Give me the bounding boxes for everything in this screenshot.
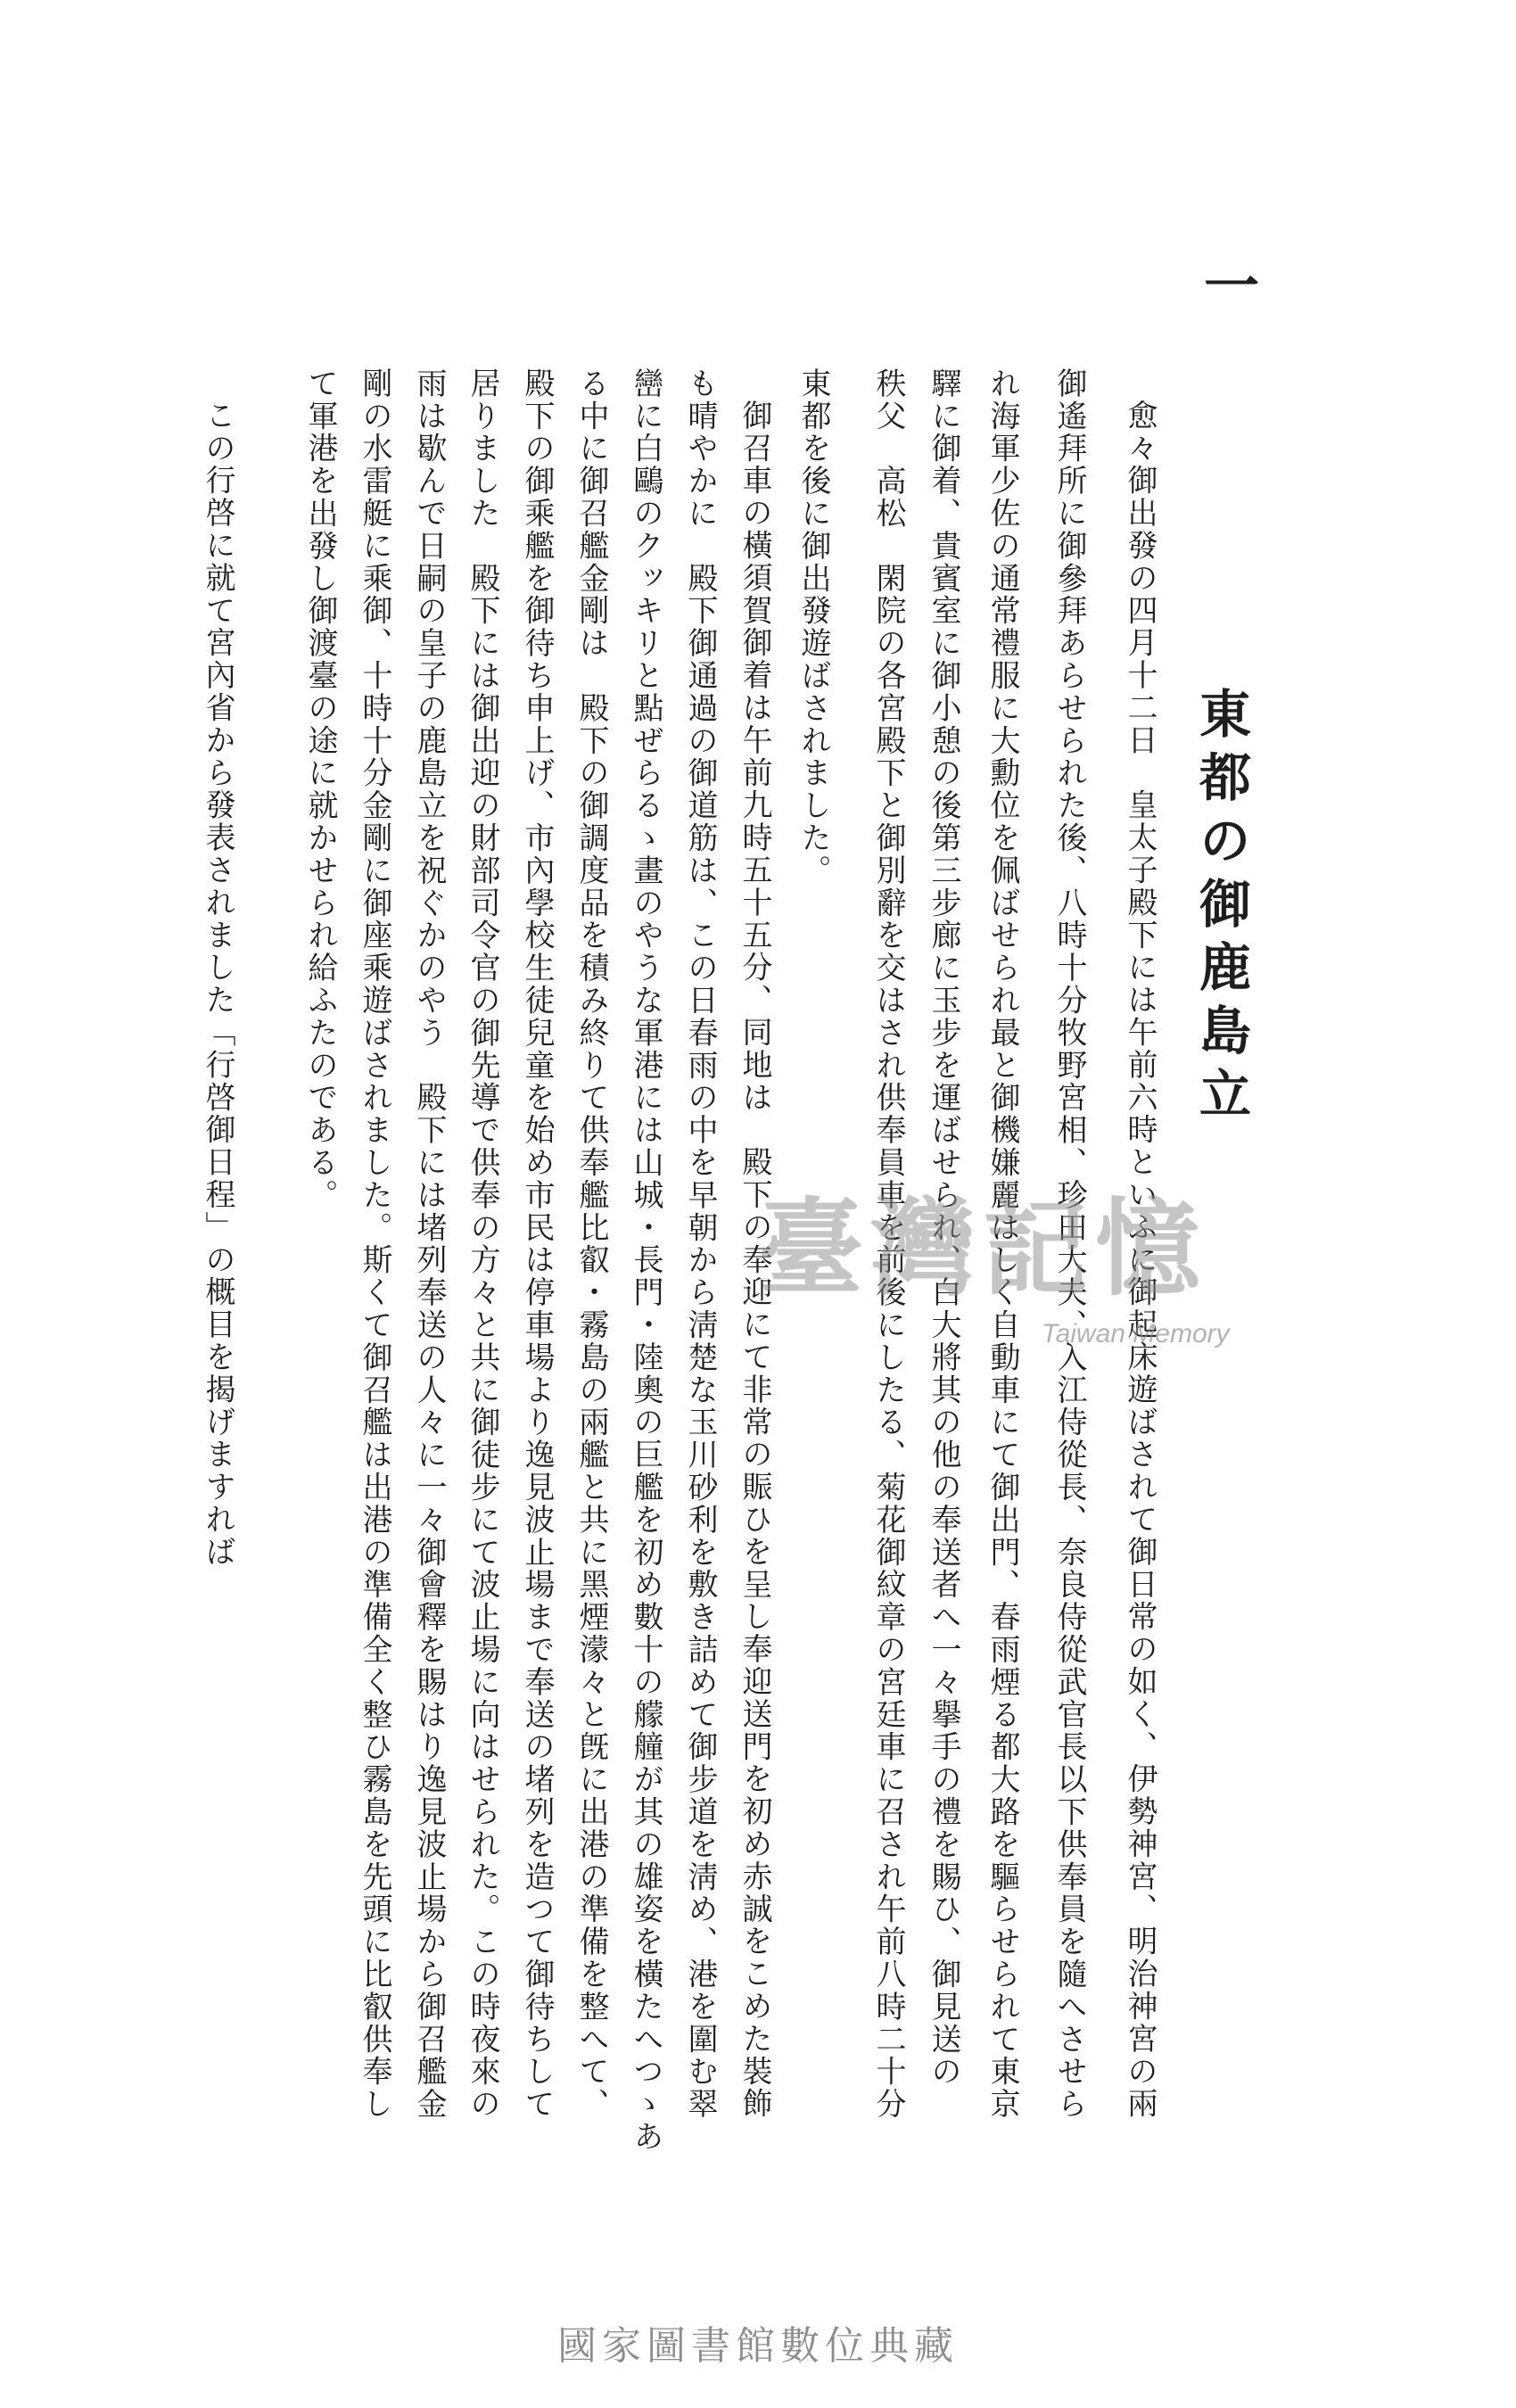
text-column: 御遙拜所に御參拜あらせられた後、八時十分牧野宮相、珍田大夫、入江侍從長、奈良侍從武官長以下供奉員を隨へさせら bbox=[1051, 367, 1087, 2121]
text-column: 剛の水雷艇に乘御、十時十分金剛に御座乘遊ばされました。斯くて御召艦は出港の準備全く整ひ霧島を先頭に比叡供奉し bbox=[357, 367, 392, 2121]
page-number: 一 bbox=[1204, 253, 1260, 318]
text-column: 殿下の御乘艦を御待ち申上げ、市內學校生徒兒童を始め市民は停車場より逸見波止場まで奉送の堵列を造つて御待ちして bbox=[519, 367, 555, 2121]
watermark-logo-subtext: Taiwan Memory bbox=[1042, 1319, 1230, 1348]
text-column: て軍港を出發し御渡臺の途に就かせられ給ふたのである。 bbox=[302, 367, 338, 1212]
text-column: 東都を後に御出發遊ばされました。 bbox=[795, 367, 831, 887]
text-column: 愈々御出發の四月十二日 皇太子殿下には午前六時といふに御起床遊ばされて御日常の如く、伊勢神宮、明治神宮の兩 bbox=[1122, 400, 1158, 2121]
text-column: も晴やかに 殿下御通過の御道筋は、この日春雨の中を早朝から淸楚な玉川砂利を敷き詰めて御步道を淸め、港を圍む翠 bbox=[682, 367, 718, 2121]
text-column: れ海軍少佐の通常禮服に大勳位を佩ばせられ最と御機嫌麗はしく自動車にて御出門、春雨煙る都大路を驅らせられて東京 bbox=[985, 367, 1020, 2121]
text-column: 雨は歇んで日嗣の皇子の鹿島立を祝ぐかのやう 殿下には堵列奉送の人々に一々御會釋を賜はり逸見波止場から御召艦金 bbox=[411, 367, 447, 2121]
page-title: 東都の御鹿島立 bbox=[1191, 687, 1251, 1130]
text-column: この行啓に就て宮內省から發表されました「行啓御日程」の概目を揭げますれば bbox=[200, 400, 235, 1569]
text-column: 御召車の橫須賀御着は午前九時五十五分、同地は 殿下の奉迎にて非常の賑ひを呈し奉迎送門を初め赤誠をこめた裝飾 bbox=[737, 400, 772, 2121]
text-column: 居りました 殿下には御出迎の財部司令官の御先導で供奉の方々と共に御徒步にて波止場に向はせられた。この時夜來の bbox=[465, 367, 500, 2121]
text-column: 巒に白鷗のクッキリと點ぜらるゝ畫のやうな軍港には山城・長門・陸奧の巨艦を初め數十の艨艟が其の雄姿を橫たへつゝあ bbox=[628, 367, 663, 2153]
text-column: 秩父 高松 閑院の各宮殿下と御別辭を交はされ供奉員車を前後にしたる、菊花御紋章の宮廷車に召され午前八時二十分 bbox=[870, 367, 906, 2121]
text-column: 驛に御着、貴賓室に御小憩の後第三步廊に玉步を運ばせられ、白大將其の他の奉送者へ一々擧手の禮を賜ひ、御見送の bbox=[926, 367, 961, 2089]
footer-collection-label: 國家圖書館數位典藏 bbox=[557, 2323, 959, 2369]
watermark-logo-text: 臺灣記憶 bbox=[758, 1186, 1208, 1310]
text-column: る中に御召艦金剛は 殿下の御調度品を積み終りて供奉艦比叡・霧島の兩艦と共に黑煙濛々と旣に出港の準備を整へて、 bbox=[573, 367, 609, 2121]
